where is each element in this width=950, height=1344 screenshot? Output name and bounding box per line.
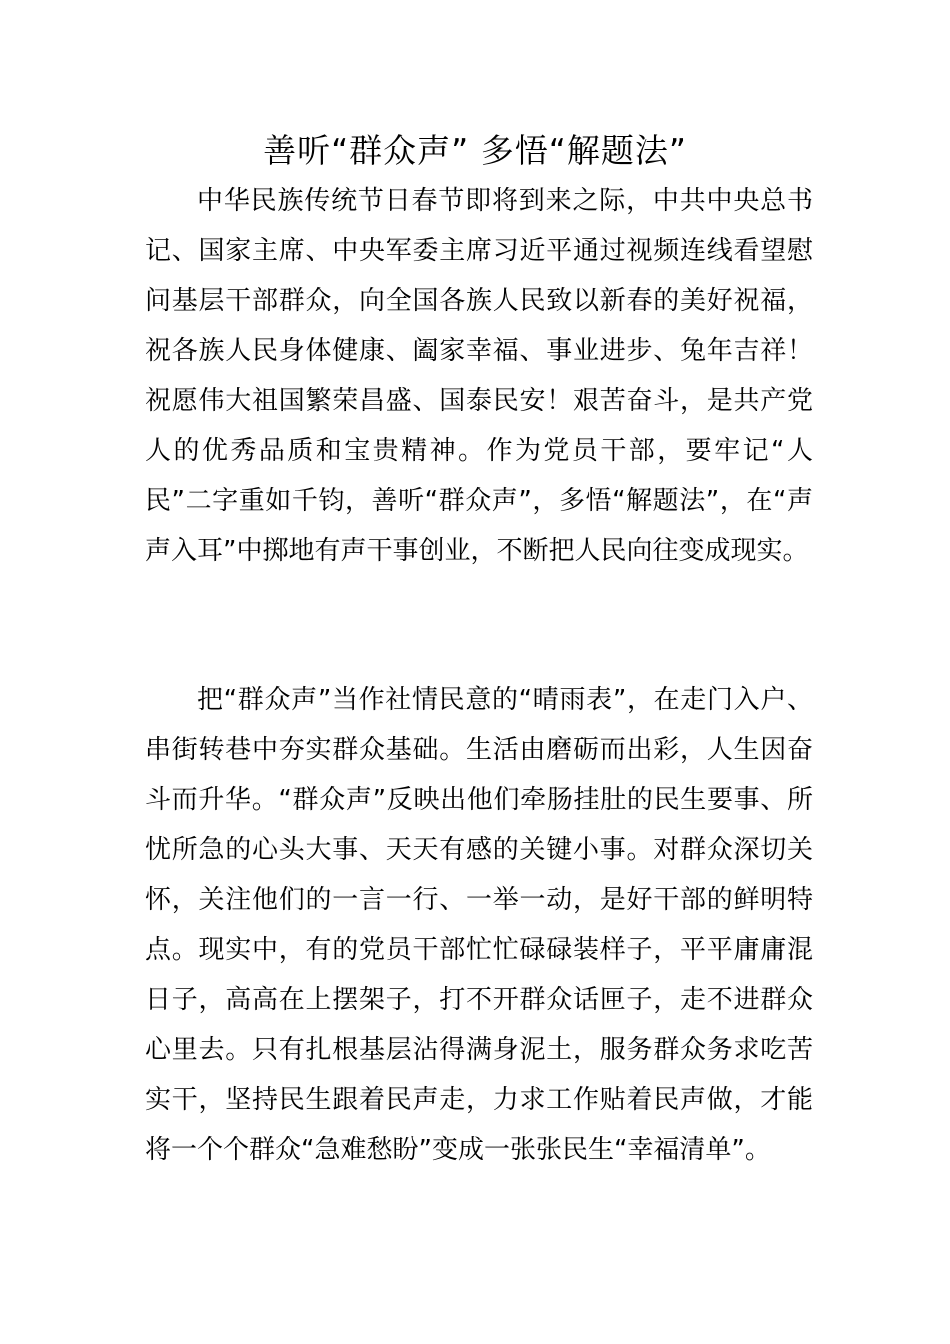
document-title: 善听“群众声” 多悟“解题法”: [263, 131, 687, 170]
paragraph-2: 把“群众声”当作社情民意的“晴雨表”，在走门入户、串街转巷中夯实群众基础。生活由磨砺而出彩，人生因奋斗而升华。“群众声”反映出他们牵肠挂肚的民生要事、所忧所急的心头大事、天天有感的关键小事。对群众深切关怀，关注他们的一言一行、一举一动，是好干部的鲜明特点。现实中，有的党员干部忙忙碌碌装样子，平平庸庸混日子，高高在上摆架子，打不开群众话匣子，走不进群众心里去。只有扎根基层沾得满身泥土，服务群众务求吃苦实干，坚持民生跟着民声走，力求工作贴着民声做，才能将一个个群众“急难愁盼”变成一张张民生“幸福清单”。: [145, 685, 813, 1165]
paragraph-1: 中华民族传统节日春节即将到来之际，中共中央总书记、国家主席、中央军委主席习近平通过视频连线看望慰问基层干部群众，向全国各族人民致以新春的美好祝福，祝各族人民身体健康、阖家幸福、事业进步、兔年吉祥！祝愿伟大祖国繁荣昌盛、国泰民安！艰苦奋斗，是共产党人的优秀品质和宝贵精神。作为党员干部，要牢记“人民”二字重如千钧，善听“群众声”，多悟“解题法”，在“声声入耳”中掷地有声干事创业，不断把人民向往变成现实。: [145, 186, 813, 566]
